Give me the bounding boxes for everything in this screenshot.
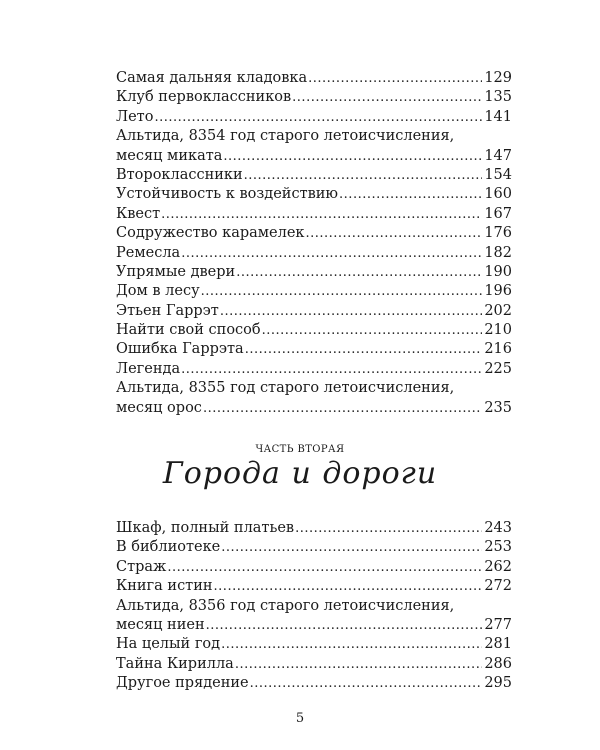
toc-leader-dots — [305, 224, 482, 243]
toc-entry-page: 129 — [484, 70, 512, 86]
toc-leader-dots — [203, 399, 482, 418]
toc-entry-page: 253 — [484, 539, 512, 556]
toc-entry-page: 135 — [484, 89, 512, 106]
toc-entry-page: 225 — [484, 360, 512, 377]
toc-entry-page: 243 — [484, 520, 512, 536]
toc-entry-title: Клуб первоклассников — [116, 89, 292, 106]
toc-entry-page: 154 — [484, 166, 512, 183]
toc-leader-dots — [235, 655, 483, 674]
toc-entry-page: 147 — [484, 147, 512, 164]
toc-entry-page: 235 — [484, 399, 512, 416]
toc-entry — [116, 360, 512, 379]
toc-entry-title: Ремесла — [116, 244, 181, 261]
toc-entry-title: Легенда — [116, 360, 181, 377]
toc-entry-title: Второклассники — [116, 166, 243, 183]
toc-entry-title: Книга истин — [116, 578, 213, 595]
toc-entry-title: Шкаф, полный платьев — [116, 520, 295, 536]
toc-entry-page: 167 — [484, 205, 512, 222]
toc-leader-dots — [295, 519, 482, 538]
toc-leader-dots — [221, 635, 482, 654]
toc-entry — [116, 224, 512, 243]
toc-entry — [116, 166, 512, 185]
toc-leader-dots — [167, 558, 482, 577]
toc-entry — [116, 69, 512, 88]
toc-entry-page: 281 — [484, 636, 512, 653]
toc-leader-dots — [244, 166, 483, 185]
toc-entry — [116, 655, 512, 674]
toc-leader-dots — [262, 321, 483, 340]
part-label: ЧАСТЬ ВТОРАЯ — [255, 444, 345, 455]
toc-entry-page: 216 — [484, 341, 512, 358]
toc-entry — [116, 399, 512, 418]
toc-entry-title: Лето — [116, 108, 154, 125]
toc-leader-dots — [220, 302, 482, 321]
toc-entry-title: Альтида, 8355 год старого летоисчисления, — [116, 380, 455, 397]
toc-entry-title: Ошибка Гаррэта — [116, 341, 244, 358]
toc-leader-dots — [292, 88, 482, 107]
toc-entry-page: 295 — [484, 675, 512, 692]
toc-entry-page: 190 — [484, 263, 512, 280]
toc-entry-title: На целый год — [116, 636, 221, 653]
page-number: 5 — [295, 711, 305, 726]
toc-entry-title: Содружество карамелек — [116, 225, 305, 242]
toc-entry — [116, 321, 512, 340]
toc-entry-page: 141 — [484, 108, 512, 125]
toc-entry — [116, 263, 512, 282]
toc-entry-title: Альтида, 8356 год старого летоисчисления, — [116, 597, 455, 614]
toc-leader-dots — [214, 577, 483, 596]
toc-leader-dots — [245, 340, 483, 359]
toc-entry — [116, 558, 512, 577]
toc-entry — [116, 147, 512, 166]
toc-entry — [116, 108, 512, 127]
toc-leader-dots — [339, 185, 482, 204]
toc-entry — [116, 88, 512, 107]
toc-entry-title: Страж — [116, 558, 167, 575]
toc-leader-dots — [236, 263, 482, 282]
toc-entry — [116, 577, 512, 596]
toc-leader-dots — [161, 205, 482, 224]
toc-entry — [116, 282, 512, 301]
toc-leader-dots — [181, 244, 482, 263]
toc-entry-title: В библиотеке — [116, 539, 221, 556]
toc-part-two — [116, 519, 512, 694]
toc-leader-dots — [201, 282, 483, 301]
toc-leader-dots — [221, 538, 482, 557]
toc-leader-dots — [206, 616, 483, 635]
toc-leader-dots — [308, 69, 482, 88]
part-title: Города и дороги — [162, 456, 438, 491]
toc-entry — [116, 340, 512, 359]
toc-entry — [116, 205, 512, 224]
toc-entry-title: Тайна Кирилла — [116, 655, 234, 672]
toc-entry — [116, 519, 512, 538]
toc-leader-dots — [250, 674, 483, 693]
toc-entry — [116, 538, 512, 557]
toc-entry-page: 182 — [484, 244, 512, 261]
toc-entry-title: Найти свой способ — [116, 322, 261, 339]
toc-entry — [116, 244, 512, 263]
toc-leader-dots — [223, 147, 482, 166]
toc-entry — [116, 302, 512, 321]
toc-entry-continuation: месяц ниен — [116, 616, 205, 633]
toc-entry-page: 262 — [484, 558, 512, 575]
toc-entry-title: Этьен Гаррэт — [116, 302, 219, 319]
toc-entry-continuation: месяц миката — [116, 147, 223, 164]
toc-part-one — [116, 69, 512, 418]
toc-entry-page: 286 — [484, 655, 512, 672]
toc-entry-title: Устойчивость к воздействию — [116, 186, 339, 203]
toc-entry-page: 202 — [484, 302, 512, 319]
toc-entry-page: 176 — [484, 225, 512, 242]
toc-entry — [116, 616, 512, 635]
toc-entry-page: 160 — [484, 186, 512, 203]
toc-entry-title: Упрямые двери — [116, 263, 236, 280]
toc-entry-continuation: месяц орос — [116, 399, 202, 416]
toc-entry-page: 196 — [484, 283, 512, 300]
toc-entry-title: Квест — [116, 205, 161, 222]
toc-entry — [116, 674, 512, 693]
toc-entry-title: Другое прядение — [116, 675, 249, 692]
toc-leader-dots — [154, 108, 482, 127]
toc-entry-page: 272 — [484, 578, 512, 595]
toc-entry — [116, 635, 512, 654]
toc-entry — [116, 185, 512, 204]
toc-entry-title: Дом в лесу — [116, 283, 200, 300]
toc-entry-page: 277 — [484, 616, 512, 633]
toc-entry-page: 210 — [484, 322, 512, 339]
toc-entry-title: Самая дальняя кладовка — [116, 70, 308, 86]
toc-leader-dots — [181, 360, 482, 379]
toc-entry-title: Альтида, 8354 год старого летоисчисления, — [116, 128, 455, 145]
